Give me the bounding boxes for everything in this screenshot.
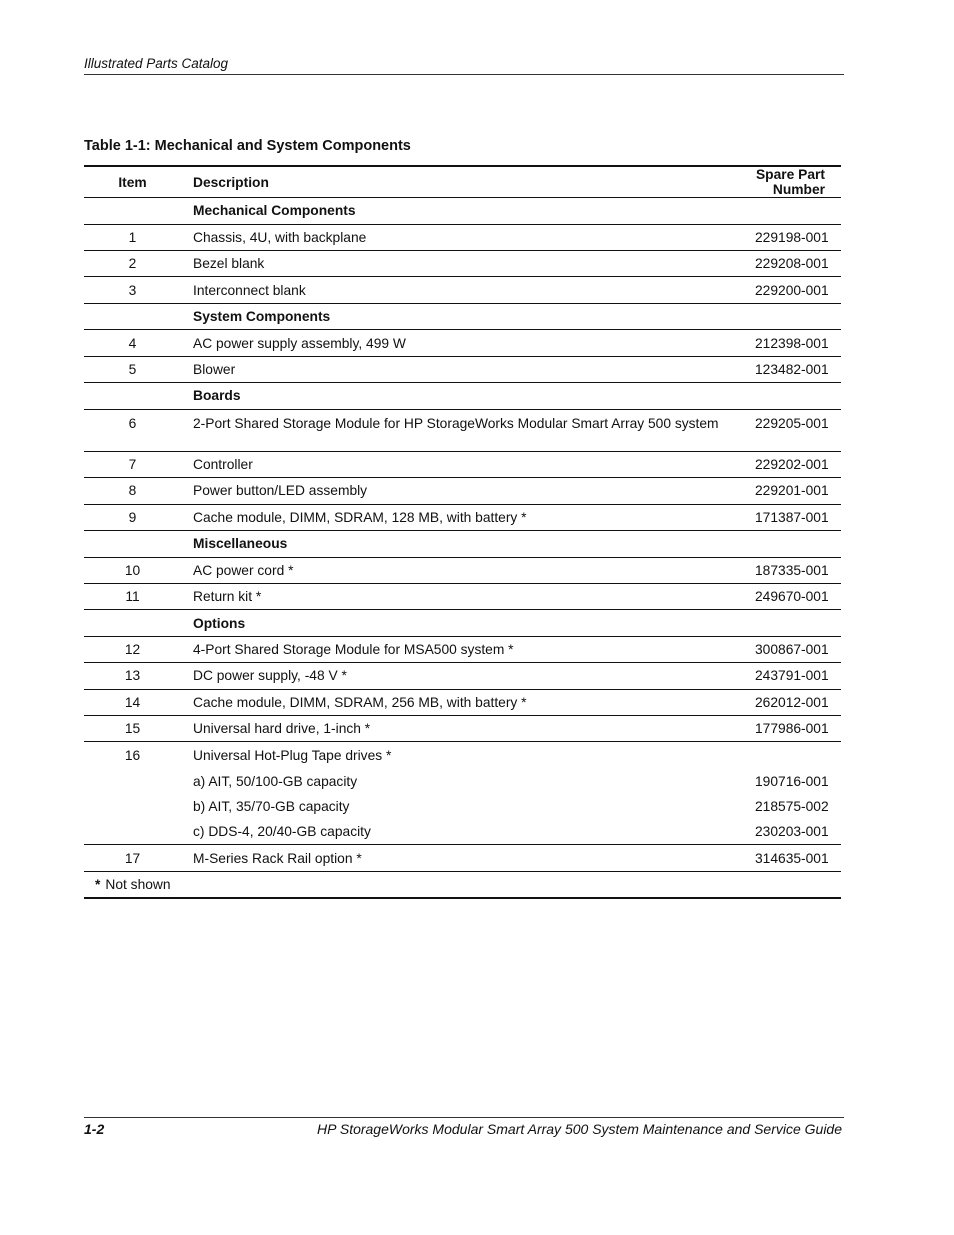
table-row xyxy=(84,504,841,530)
item-cell: 16 xyxy=(124,747,141,763)
description-cell: Universal Hot-Plug Tape drives * xyxy=(193,747,392,763)
spare-part-number-cell: 177986-001 xyxy=(755,721,829,737)
section-row-miscellaneous xyxy=(84,530,841,557)
section-row-options xyxy=(84,610,841,637)
spare-part-number-cell: 300867-001 xyxy=(755,642,829,658)
table-title: Table 1-1: Mechanical and System Components xyxy=(84,138,411,154)
item-cell: 1 xyxy=(128,229,137,245)
spare-part-number-cell: 230203-001 xyxy=(755,824,829,840)
table-row xyxy=(84,716,841,742)
spare-part-number-cell: 229200-001 xyxy=(755,282,829,298)
item-cell: 2 xyxy=(128,256,137,272)
table-row xyxy=(84,636,841,662)
description-cell: 2-Port Shared Storage Module for HP StorageWorks Modular Smart Array 500 system xyxy=(193,415,719,431)
table-row xyxy=(84,409,841,451)
description-cell: Cache module, DIMM, SDRAM, 128 MB, with battery * xyxy=(193,509,527,525)
table-row xyxy=(84,250,841,276)
item-cell: 5 xyxy=(128,361,137,377)
sub-item-row xyxy=(84,768,841,794)
description-cell: Return kit * xyxy=(193,589,262,605)
section-label: Options xyxy=(193,615,246,631)
spare-part-number-cell: 249670-001 xyxy=(755,589,829,605)
spare-part-number-cell: 123482-001 xyxy=(755,361,829,377)
item-cell: 8 xyxy=(128,483,137,499)
spare-part-number-cell: 243791-001 xyxy=(755,668,829,684)
table-row xyxy=(84,689,841,715)
table-row xyxy=(84,557,841,583)
item-cell: 11 xyxy=(125,589,140,605)
item-cell: 9 xyxy=(128,509,137,525)
spare-part-number-cell: 314635-001 xyxy=(755,850,829,866)
footnote-row xyxy=(84,871,841,898)
section-label: Mechanical Components xyxy=(193,203,356,219)
table-row xyxy=(84,330,841,356)
sub-item-row xyxy=(84,819,841,845)
table-row xyxy=(84,277,841,303)
table-row xyxy=(84,845,841,871)
item-cell: 7 xyxy=(128,456,137,472)
spare-part-number-cell: 229208-001 xyxy=(755,256,829,272)
spare-part-number-cell xyxy=(733,742,841,768)
item-cell: 4 xyxy=(128,335,137,351)
spare-part-number-cell: 218575-002 xyxy=(755,799,829,815)
description-cell: 4-Port Shared Storage Module for MSA500 system * xyxy=(193,642,514,658)
spare-part-number-cell: 190716-001 xyxy=(755,773,829,789)
column-header-item: Item xyxy=(118,174,147,190)
section-label: System Components xyxy=(193,309,331,325)
description-cell: Power button/LED assembly xyxy=(193,483,368,499)
section-label: Boards xyxy=(193,388,241,404)
footnote-marker: * xyxy=(95,876,101,892)
spare-part-number-cell: 171387-001 xyxy=(755,509,829,525)
item-cell: 12 xyxy=(124,642,141,658)
column-header-description: Description xyxy=(193,174,269,190)
description-cell: M-Series Rack Rail option * xyxy=(193,850,362,866)
description-cell: Interconnect blank xyxy=(193,282,306,298)
description-cell: Blower xyxy=(193,361,236,377)
item-cell: 10 xyxy=(124,562,141,578)
item-cell: 6 xyxy=(128,415,137,431)
spare-part-number-cell: 229202-001 xyxy=(755,456,829,472)
section-row-system xyxy=(84,303,841,330)
footnote xyxy=(84,871,841,898)
description-cell: Cache module, DIMM, SDRAM, 256 MB, with battery * xyxy=(193,694,527,710)
description-cell: DC power supply, -48 V * xyxy=(193,668,347,684)
table-row xyxy=(84,224,841,250)
table-row xyxy=(84,356,841,382)
table-row xyxy=(84,583,841,609)
table-row xyxy=(84,742,841,768)
table-row xyxy=(84,451,841,477)
footnote-text: Not shown xyxy=(105,876,171,892)
section-row-boards xyxy=(84,383,841,410)
spare-part-number-cell: 262012-001 xyxy=(755,694,829,710)
page-number: 1-2 xyxy=(84,1121,105,1137)
spare-part-number-cell: 229198-001 xyxy=(755,229,829,245)
description-cell: c) DDS-4, 20/40-GB capacity xyxy=(193,824,371,840)
section-label: Miscellaneous xyxy=(193,536,288,552)
section-row-mechanical xyxy=(84,198,841,225)
footer-document-title: HP StorageWorks Modular Smart Array 500 System Maintenance and Service Guide xyxy=(317,1121,842,1137)
sub-item-row xyxy=(84,794,841,820)
description-cell: a) AIT, 50/100-GB capacity xyxy=(193,773,358,789)
description-cell: b) AIT, 35/70-GB capacity xyxy=(193,799,350,815)
description-cell: AC power cord * xyxy=(193,562,294,578)
item-cell: 17 xyxy=(124,850,141,866)
spare-part-number-cell: 229201-001 xyxy=(755,483,829,499)
item-cell: 14 xyxy=(124,694,141,710)
item-cell: 3 xyxy=(128,282,137,298)
spare-part-number-cell: 212398-001 xyxy=(755,335,829,351)
description-cell: Controller xyxy=(193,456,253,472)
column-header-spare-part-number: Spare Part Number xyxy=(755,167,825,197)
description-cell: Universal hard drive, 1-inch * xyxy=(193,721,371,737)
spare-part-number-cell: 229205-001 xyxy=(755,415,829,431)
spare-part-number-cell: 187335-001 xyxy=(755,562,829,578)
table-row xyxy=(84,478,841,504)
running-header: Illustrated Parts Catalog xyxy=(84,56,844,75)
item-cell: 13 xyxy=(124,668,141,684)
item-cell: 15 xyxy=(124,721,141,737)
description-cell: AC power supply assembly, 499 W xyxy=(193,335,406,351)
table-header-row xyxy=(84,166,841,198)
description-cell: Chassis, 4U, with backplane xyxy=(193,229,367,245)
table-row xyxy=(84,663,841,689)
description-cell: Bezel blank xyxy=(193,256,265,272)
parts-table xyxy=(84,165,841,899)
footer-rule xyxy=(84,1117,844,1118)
